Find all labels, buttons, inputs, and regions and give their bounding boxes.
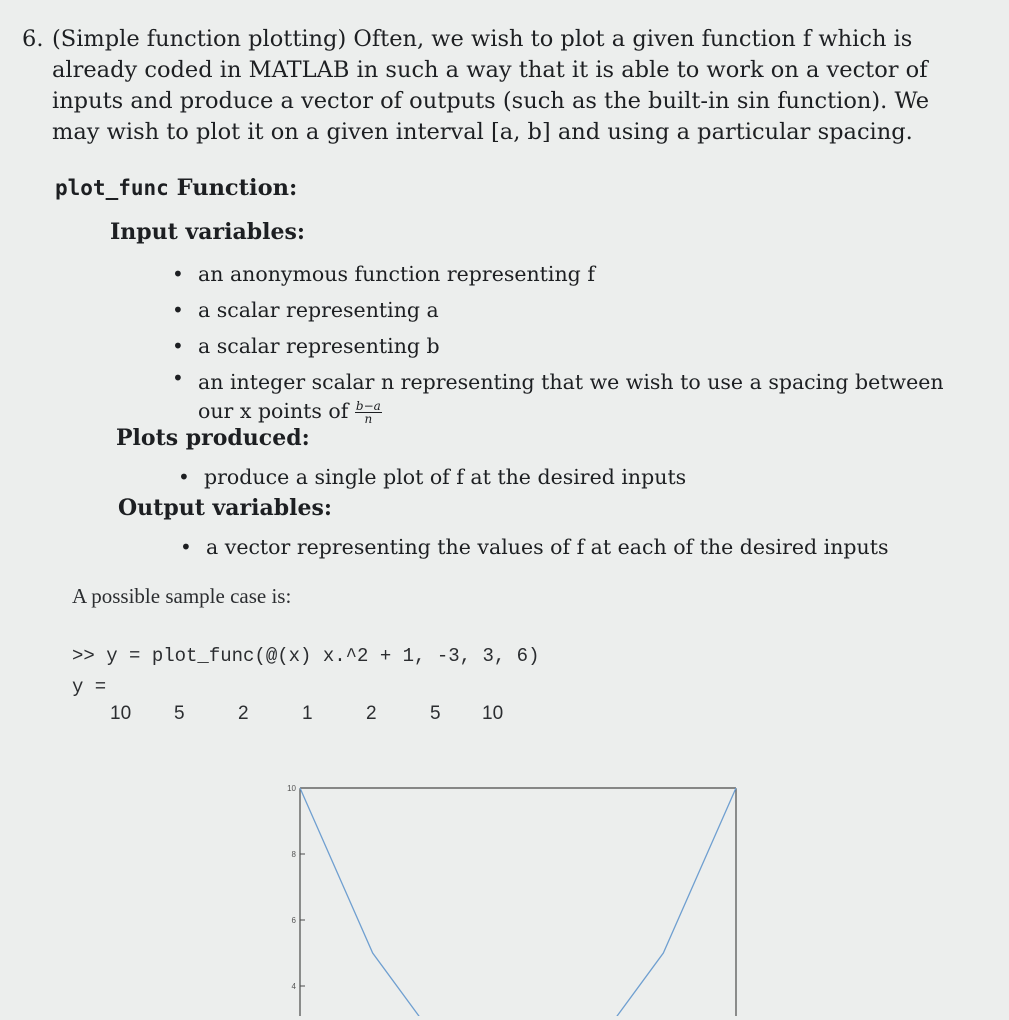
function-name: plot_func — [55, 176, 169, 200]
result-value: 1 — [302, 703, 313, 724]
result-value: 10 — [110, 703, 132, 724]
y-tick-label: 6 — [291, 916, 296, 925]
result-value: 2 — [366, 703, 377, 724]
spacing-fraction: $\frac{b-a}{n}$ — [355, 399, 381, 426]
output-variables-list — [180, 532, 970, 562]
list-item: • produce a single plot of f at the desired inputs — [178, 462, 958, 492]
plot-canvas — [270, 770, 750, 1016]
problem-text: (Simple function plotting) Often, we wish to plot a given function f which is already coded in MATLAB in such a way that it is able to work on a vector of inputs and produce a vector of outputs (such as the built-in sin function). We may wish to plot it on a given interval [a, b] and using a particular spacing. — [52, 26, 930, 145]
result-value: 2 — [238, 703, 249, 724]
list-item: • an anonymous function representing f — [172, 256, 962, 292]
y-tick-label: 10 — [287, 784, 296, 793]
sample-case-lead: A possible sample case is: — [72, 584, 292, 608]
problem-number: 6. — [22, 26, 44, 52]
result-value: 10 — [482, 703, 504, 724]
list-item: • an integer scalar n representing that we wish to use a spacing between our x points of $\frac{b-a}{n}$ — [172, 364, 962, 426]
result-value: 5 — [430, 703, 441, 724]
function-label: Function: — [176, 175, 298, 201]
plots-produced-heading: Plots produced: — [116, 425, 310, 451]
sample-command: >> y = plot_func(@(x) x.^2 + 1, -3, 3, 6) — [72, 645, 540, 667]
problem-statement — [22, 24, 967, 148]
list-item: • a scalar representing a — [172, 292, 962, 328]
input-variables-list — [172, 256, 962, 426]
result-label: y = — [72, 676, 107, 698]
result-values — [110, 703, 503, 725]
y-tick-label: 8 — [291, 850, 296, 859]
list-item: • a scalar representing b — [172, 328, 962, 364]
plots-produced-list — [178, 462, 958, 492]
sample-plot — [270, 770, 750, 1020]
list-item: • a vector representing the values of f at each of the desired inputs — [180, 532, 970, 562]
y-tick-label: 4 — [291, 982, 296, 991]
data-series-line — [300, 788, 736, 1016]
input-variables-heading: Input variables: — [110, 219, 305, 245]
output-variables-heading: Output variables: — [118, 495, 333, 521]
result-value: 5 — [174, 703, 185, 724]
function-heading — [55, 175, 297, 201]
